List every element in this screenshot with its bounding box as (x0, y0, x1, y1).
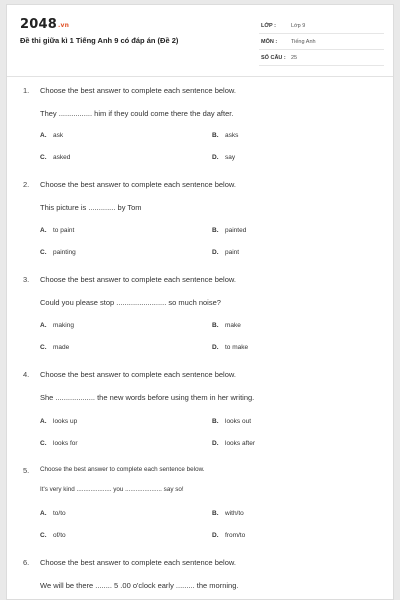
exam-page (6, 4, 394, 600)
option-d[interactable]: D. from/to (212, 532, 246, 539)
question-sentence: We will be there ........ 5 .00 o'clock early ......... the morning. (40, 581, 239, 590)
site-logo[interactable] (20, 17, 69, 32)
question-prompt: Choose the best answer to complete each sentence below. (40, 466, 205, 473)
option-c[interactable]: C. asked (40, 154, 71, 161)
question-number: 6. (23, 558, 30, 567)
option-b[interactable]: B. make (212, 322, 241, 329)
meta-value: 25 (291, 55, 298, 61)
option-d[interactable]: D. to make (212, 344, 249, 351)
option-c[interactable]: C. painting (40, 249, 76, 256)
option-d[interactable]: D. say (212, 154, 236, 161)
question-prompt: Choose the best answer to complete each sentence below. (40, 86, 236, 95)
question-sentence: She ................... the new words before using them in her writing. (40, 393, 255, 402)
option-b[interactable]: B. asks (212, 132, 239, 139)
meta-key: LỚP : (261, 23, 276, 29)
meta-value: Lớp 9 (291, 23, 306, 29)
meta-value: Tiếng Anh (291, 39, 316, 45)
logo-suffix: .vn (57, 22, 70, 29)
option-c[interactable]: C. made (40, 344, 70, 351)
question-number: 2. (23, 180, 30, 189)
option-a[interactable]: A. looks up (40, 418, 78, 425)
meta-key: MÔN : (261, 39, 278, 45)
option-d[interactable]: D. looks after (212, 440, 255, 447)
option-a[interactable]: A. ask (40, 132, 64, 139)
question-sentence: It's very kind .................... you ..................... say so! (40, 486, 184, 493)
option-c[interactable]: C. looks for (40, 440, 78, 447)
exam-title: Đề thi giữa kì 1 Tiếng Anh 9 có đáp án (Đề 2) (20, 36, 179, 45)
question-number: 5. (23, 466, 30, 475)
option-b[interactable]: B. painted (212, 227, 247, 234)
option-a[interactable]: A. to/to (40, 510, 66, 517)
exam-meta (259, 18, 384, 66)
option-d[interactable]: D. paint (212, 249, 240, 256)
question-prompt: Choose the best answer to complete each sentence below. (40, 370, 236, 379)
option-b[interactable]: B. looks out (212, 418, 252, 425)
option-a[interactable]: A. making (40, 322, 74, 329)
question-prompt: Choose the best answer to complete each sentence below. (40, 558, 236, 567)
question-number: 4. (23, 370, 30, 379)
logo-main: 2048 (20, 17, 57, 32)
question-prompt: Choose the best answer to complete each sentence below. (40, 180, 236, 189)
meta-row-subject (259, 34, 384, 50)
question-number: 1. (23, 86, 30, 95)
option-a[interactable]: A. to paint (40, 227, 75, 234)
option-c[interactable]: C. of/to (40, 532, 66, 539)
option-b[interactable]: B. with/to (212, 510, 244, 517)
question-prompt: Choose the best answer to complete each sentence below. (40, 275, 236, 284)
meta-key: SỐ CÂU : (261, 55, 286, 61)
meta-row-count (259, 50, 384, 66)
exam-header (7, 5, 393, 77)
question-sentence: They ................ him if they could come there the day after. (40, 109, 234, 118)
meta-row-class (259, 18, 384, 34)
question-number: 3. (23, 275, 30, 284)
question-sentence: This picture is ............. by Tom (40, 203, 142, 212)
question-sentence: Could you please stop ........................ so much noise? (40, 298, 221, 307)
